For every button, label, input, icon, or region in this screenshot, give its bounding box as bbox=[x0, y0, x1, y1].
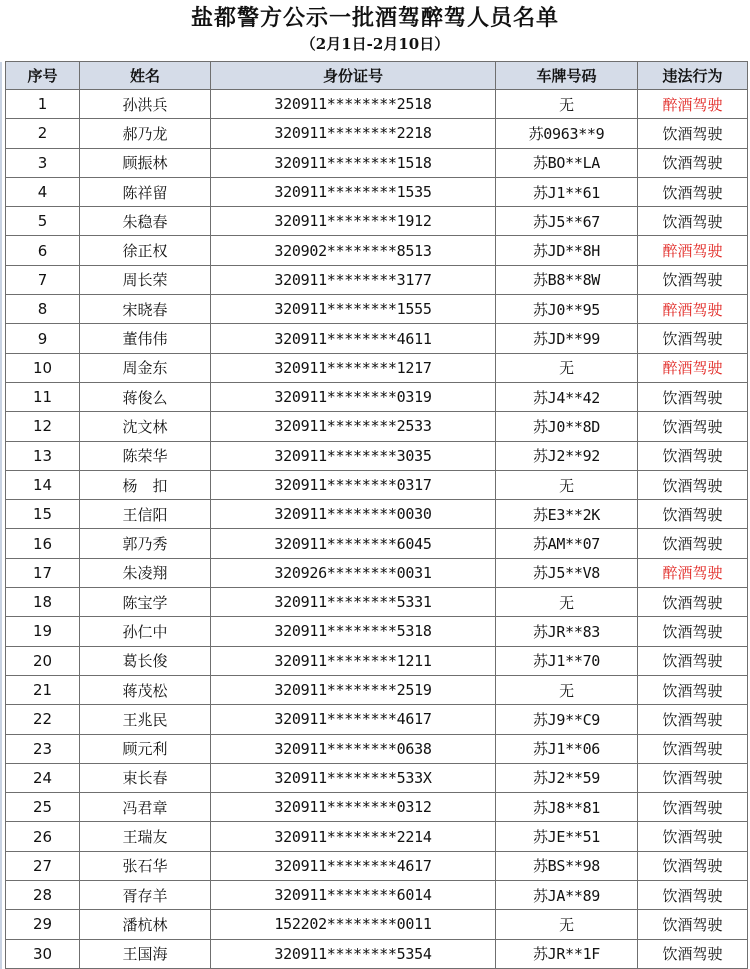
row-number-cell: 20 bbox=[6, 646, 80, 675]
id-number-cell: 320911********4611 bbox=[211, 324, 496, 353]
id-number-cell: 320911********4617 bbox=[211, 851, 496, 880]
violation-cell: 醉酒驾驶 bbox=[638, 558, 748, 587]
table-header bbox=[6, 62, 748, 90]
violation-cell: 饮酒驾驶 bbox=[638, 412, 748, 441]
plate-cell: 苏J1**61 bbox=[496, 177, 638, 206]
row-number-cell: 12 bbox=[6, 412, 80, 441]
name-cell: 蒋茂松 bbox=[80, 675, 211, 704]
table-row bbox=[6, 675, 748, 704]
table-row bbox=[6, 90, 748, 119]
id-number-cell: 320911********0638 bbox=[211, 734, 496, 763]
name-cell: 朱凌翔 bbox=[80, 558, 211, 587]
plate-cell: 无 bbox=[496, 675, 638, 704]
violation-cell: 饮酒驾驶 bbox=[638, 734, 748, 763]
table-row bbox=[6, 910, 748, 939]
id-number-cell: 320911********2218 bbox=[211, 119, 496, 148]
name-cell: 周长荣 bbox=[80, 265, 211, 294]
row-number-cell: 16 bbox=[6, 529, 80, 558]
violation-cell: 饮酒驾驶 bbox=[638, 939, 748, 968]
name-cell: 王信阳 bbox=[80, 500, 211, 529]
table-row bbox=[6, 529, 748, 558]
plate-cell: 苏B8**8W bbox=[496, 265, 638, 294]
plate-cell: 苏J5**67 bbox=[496, 207, 638, 236]
id-number-cell: 320911********5354 bbox=[211, 939, 496, 968]
violation-cell: 饮酒驾驶 bbox=[638, 148, 748, 177]
row-number-cell: 25 bbox=[6, 793, 80, 822]
name-cell: 束长春 bbox=[80, 763, 211, 792]
id-number-cell: 320911********1217 bbox=[211, 353, 496, 382]
id-number-cell: 320911********2518 bbox=[211, 90, 496, 119]
plate-cell: 苏JD**99 bbox=[496, 324, 638, 353]
plate-cell: 无 bbox=[496, 353, 638, 382]
violation-cell: 饮酒驾驶 bbox=[638, 851, 748, 880]
name-cell: 王国海 bbox=[80, 939, 211, 968]
id-number-cell: 320911********3035 bbox=[211, 441, 496, 470]
row-number-cell: 23 bbox=[6, 734, 80, 763]
plate-cell: 苏J8**81 bbox=[496, 793, 638, 822]
id-number-cell: 320911********533X bbox=[211, 763, 496, 792]
id-number-cell: 320911********6014 bbox=[211, 881, 496, 910]
row-number-cell: 28 bbox=[6, 881, 80, 910]
date-range-subtitle: （2月1日-2月10日） bbox=[300, 35, 450, 53]
plate-cell: 苏BS**98 bbox=[496, 851, 638, 880]
plate-cell: 苏J5**V8 bbox=[496, 558, 638, 587]
name-cell: 胥存羊 bbox=[80, 881, 211, 910]
name-cell: 顾元利 bbox=[80, 734, 211, 763]
plate-cell: 苏J4**42 bbox=[496, 382, 638, 411]
table-row bbox=[6, 119, 748, 148]
plate-cell: 无 bbox=[496, 470, 638, 499]
column-header-violation: 违法行为 bbox=[638, 62, 748, 90]
violation-cell: 饮酒驾驶 bbox=[638, 177, 748, 206]
name-cell: 葛长俊 bbox=[80, 646, 211, 675]
name-cell: 张石华 bbox=[80, 851, 211, 880]
plate-cell: 苏J1**06 bbox=[496, 734, 638, 763]
row-number-cell: 7 bbox=[6, 265, 80, 294]
violation-cell: 饮酒驾驶 bbox=[638, 441, 748, 470]
table-row bbox=[6, 324, 748, 353]
plate-cell: 苏JR**1F bbox=[496, 939, 638, 968]
violation-cell: 饮酒驾驶 bbox=[638, 763, 748, 792]
id-number-cell: 320911********6045 bbox=[211, 529, 496, 558]
id-number-cell: 320911********1912 bbox=[211, 207, 496, 236]
id-number-cell: 320911********0312 bbox=[211, 793, 496, 822]
violation-cell: 饮酒驾驶 bbox=[638, 500, 748, 529]
name-cell: 王兆民 bbox=[80, 705, 211, 734]
name-cell: 陈荣华 bbox=[80, 441, 211, 470]
id-number-cell: 320902********8513 bbox=[211, 236, 496, 265]
violation-cell: 饮酒驾驶 bbox=[638, 822, 748, 851]
column-header-no: 序号 bbox=[6, 62, 80, 90]
violation-cell: 饮酒驾驶 bbox=[638, 617, 748, 646]
name-cell: 冯君章 bbox=[80, 793, 211, 822]
row-number-cell: 8 bbox=[6, 295, 80, 324]
row-number-cell: 24 bbox=[6, 763, 80, 792]
row-number-cell: 14 bbox=[6, 470, 80, 499]
name-cell: 郝乃龙 bbox=[80, 119, 211, 148]
name-cell: 董伟伟 bbox=[80, 324, 211, 353]
name-cell: 沈文林 bbox=[80, 412, 211, 441]
plate-cell: 无 bbox=[496, 90, 638, 119]
row-number-cell: 21 bbox=[6, 675, 80, 704]
table-row bbox=[6, 177, 748, 206]
violation-cell: 饮酒驾驶 bbox=[638, 646, 748, 675]
table-row bbox=[6, 265, 748, 294]
row-number-cell: 4 bbox=[6, 177, 80, 206]
plate-cell: 苏JR**83 bbox=[496, 617, 638, 646]
offender-table bbox=[5, 61, 748, 969]
violation-cell: 饮酒驾驶 bbox=[638, 470, 748, 499]
table-row bbox=[6, 705, 748, 734]
table-row bbox=[6, 646, 748, 675]
name-cell: 孙洪兵 bbox=[80, 90, 211, 119]
id-number-cell: 320911********5318 bbox=[211, 617, 496, 646]
column-header-name: 姓名 bbox=[80, 62, 211, 90]
row-number-cell: 15 bbox=[6, 500, 80, 529]
plate-cell: 无 bbox=[496, 910, 638, 939]
row-number-cell: 30 bbox=[6, 939, 80, 968]
name-cell: 陈祥留 bbox=[80, 177, 211, 206]
plate-cell: 苏JA**89 bbox=[496, 881, 638, 910]
name-cell: 徐正权 bbox=[80, 236, 211, 265]
id-number-cell: 320911********2214 bbox=[211, 822, 496, 851]
row-number-cell: 11 bbox=[6, 382, 80, 411]
plate-cell: 苏E3**2K bbox=[496, 500, 638, 529]
violation-cell: 饮酒驾驶 bbox=[638, 793, 748, 822]
id-number-cell: 320911********3177 bbox=[211, 265, 496, 294]
table-row bbox=[6, 382, 748, 411]
plate-cell: 苏J9**C9 bbox=[496, 705, 638, 734]
header-row bbox=[6, 62, 748, 90]
row-number-cell: 17 bbox=[6, 558, 80, 587]
table-row bbox=[6, 734, 748, 763]
plate-cell: 苏J0**95 bbox=[496, 295, 638, 324]
plate-cell: 无 bbox=[496, 588, 638, 617]
table-row bbox=[6, 500, 748, 529]
plate-cell: 苏JE**51 bbox=[496, 822, 638, 851]
id-number-cell: 320911********1555 bbox=[211, 295, 496, 324]
plate-cell: 苏BO**LA bbox=[496, 148, 638, 177]
row-number-cell: 18 bbox=[6, 588, 80, 617]
violation-cell: 饮酒驾驶 bbox=[638, 881, 748, 910]
plate-cell: 苏AM**07 bbox=[496, 529, 638, 558]
plate-cell: 苏J0**8D bbox=[496, 412, 638, 441]
column-header-plate: 车牌号码 bbox=[496, 62, 638, 90]
violation-cell: 饮酒驾驶 bbox=[638, 324, 748, 353]
table-row bbox=[6, 148, 748, 177]
id-number-cell: 320911********0319 bbox=[211, 382, 496, 411]
row-number-cell: 26 bbox=[6, 822, 80, 851]
id-number-cell: 320911********1535 bbox=[211, 177, 496, 206]
violation-cell: 醉酒驾驶 bbox=[638, 295, 748, 324]
id-number-cell: 320911********4617 bbox=[211, 705, 496, 734]
table-row bbox=[6, 236, 748, 265]
name-cell: 朱稳春 bbox=[80, 207, 211, 236]
id-number-cell: 152202********0011 bbox=[211, 910, 496, 939]
name-cell: 王瑞友 bbox=[80, 822, 211, 851]
row-number-cell: 3 bbox=[6, 148, 80, 177]
plate-cell: 苏0963**9 bbox=[496, 119, 638, 148]
table-row bbox=[6, 207, 748, 236]
violation-cell: 饮酒驾驶 bbox=[638, 265, 748, 294]
id-number-cell: 320911********0317 bbox=[211, 470, 496, 499]
name-cell: 蒋俊么 bbox=[80, 382, 211, 411]
table-row bbox=[6, 617, 748, 646]
name-cell: 顾振林 bbox=[80, 148, 211, 177]
id-number-cell: 320911********1518 bbox=[211, 148, 496, 177]
table-row bbox=[6, 822, 748, 851]
violation-cell: 醉酒驾驶 bbox=[638, 353, 748, 382]
table-row bbox=[6, 353, 748, 382]
row-number-cell: 22 bbox=[6, 705, 80, 734]
name-cell: 杨 扣 bbox=[80, 470, 211, 499]
row-number-cell: 10 bbox=[6, 353, 80, 382]
sheet-left-rule bbox=[0, 62, 2, 969]
name-cell: 郭乃秀 bbox=[80, 529, 211, 558]
row-number-cell: 1 bbox=[6, 90, 80, 119]
row-number-cell: 29 bbox=[6, 910, 80, 939]
violation-cell: 饮酒驾驶 bbox=[638, 910, 748, 939]
violation-cell: 饮酒驾驶 bbox=[638, 119, 748, 148]
table-row bbox=[6, 441, 748, 470]
row-number-cell: 13 bbox=[6, 441, 80, 470]
plate-cell: 苏J2**92 bbox=[496, 441, 638, 470]
violation-cell: 醉酒驾驶 bbox=[638, 236, 748, 265]
plate-cell: 苏JD**8H bbox=[496, 236, 638, 265]
row-number-cell: 6 bbox=[6, 236, 80, 265]
id-number-cell: 320911********0030 bbox=[211, 500, 496, 529]
violation-cell: 饮酒驾驶 bbox=[638, 529, 748, 558]
row-number-cell: 2 bbox=[6, 119, 80, 148]
id-number-cell: 320911********1211 bbox=[211, 646, 496, 675]
table-row bbox=[6, 763, 748, 792]
row-number-cell: 27 bbox=[6, 851, 80, 880]
violation-cell: 饮酒驾驶 bbox=[638, 207, 748, 236]
plate-cell: 苏J2**59 bbox=[496, 763, 638, 792]
table-row bbox=[6, 295, 748, 324]
page-title: 盐都警方公示一批酒驾醉驾人员名单 bbox=[190, 5, 559, 31]
row-number-cell: 5 bbox=[6, 207, 80, 236]
table-body bbox=[6, 90, 748, 969]
violation-cell: 饮酒驾驶 bbox=[638, 675, 748, 704]
table-row bbox=[6, 470, 748, 499]
column-header-id: 身份证号 bbox=[211, 62, 496, 90]
name-cell: 陈宝学 bbox=[80, 588, 211, 617]
id-number-cell: 320911********2533 bbox=[211, 412, 496, 441]
violation-cell: 饮酒驾驶 bbox=[638, 588, 748, 617]
violation-cell: 饮酒驾驶 bbox=[638, 382, 748, 411]
table-row bbox=[6, 412, 748, 441]
name-cell: 周金东 bbox=[80, 353, 211, 382]
id-number-cell: 320911********5331 bbox=[211, 588, 496, 617]
name-cell: 宋晓春 bbox=[80, 295, 211, 324]
table-row bbox=[6, 558, 748, 587]
table-row bbox=[6, 851, 748, 880]
row-number-cell: 19 bbox=[6, 617, 80, 646]
plate-cell: 苏J1**70 bbox=[496, 646, 638, 675]
name-cell: 潘杭林 bbox=[80, 910, 211, 939]
table-row bbox=[6, 881, 748, 910]
violation-cell: 饮酒驾驶 bbox=[638, 705, 748, 734]
id-number-cell: 320911********2519 bbox=[211, 675, 496, 704]
violation-cell: 醉酒驾驶 bbox=[638, 90, 748, 119]
table-row bbox=[6, 793, 748, 822]
id-number-cell: 320926********0031 bbox=[211, 558, 496, 587]
name-cell: 孙仁中 bbox=[80, 617, 211, 646]
table-row bbox=[6, 939, 748, 968]
row-number-cell: 9 bbox=[6, 324, 80, 353]
table-row bbox=[6, 588, 748, 617]
